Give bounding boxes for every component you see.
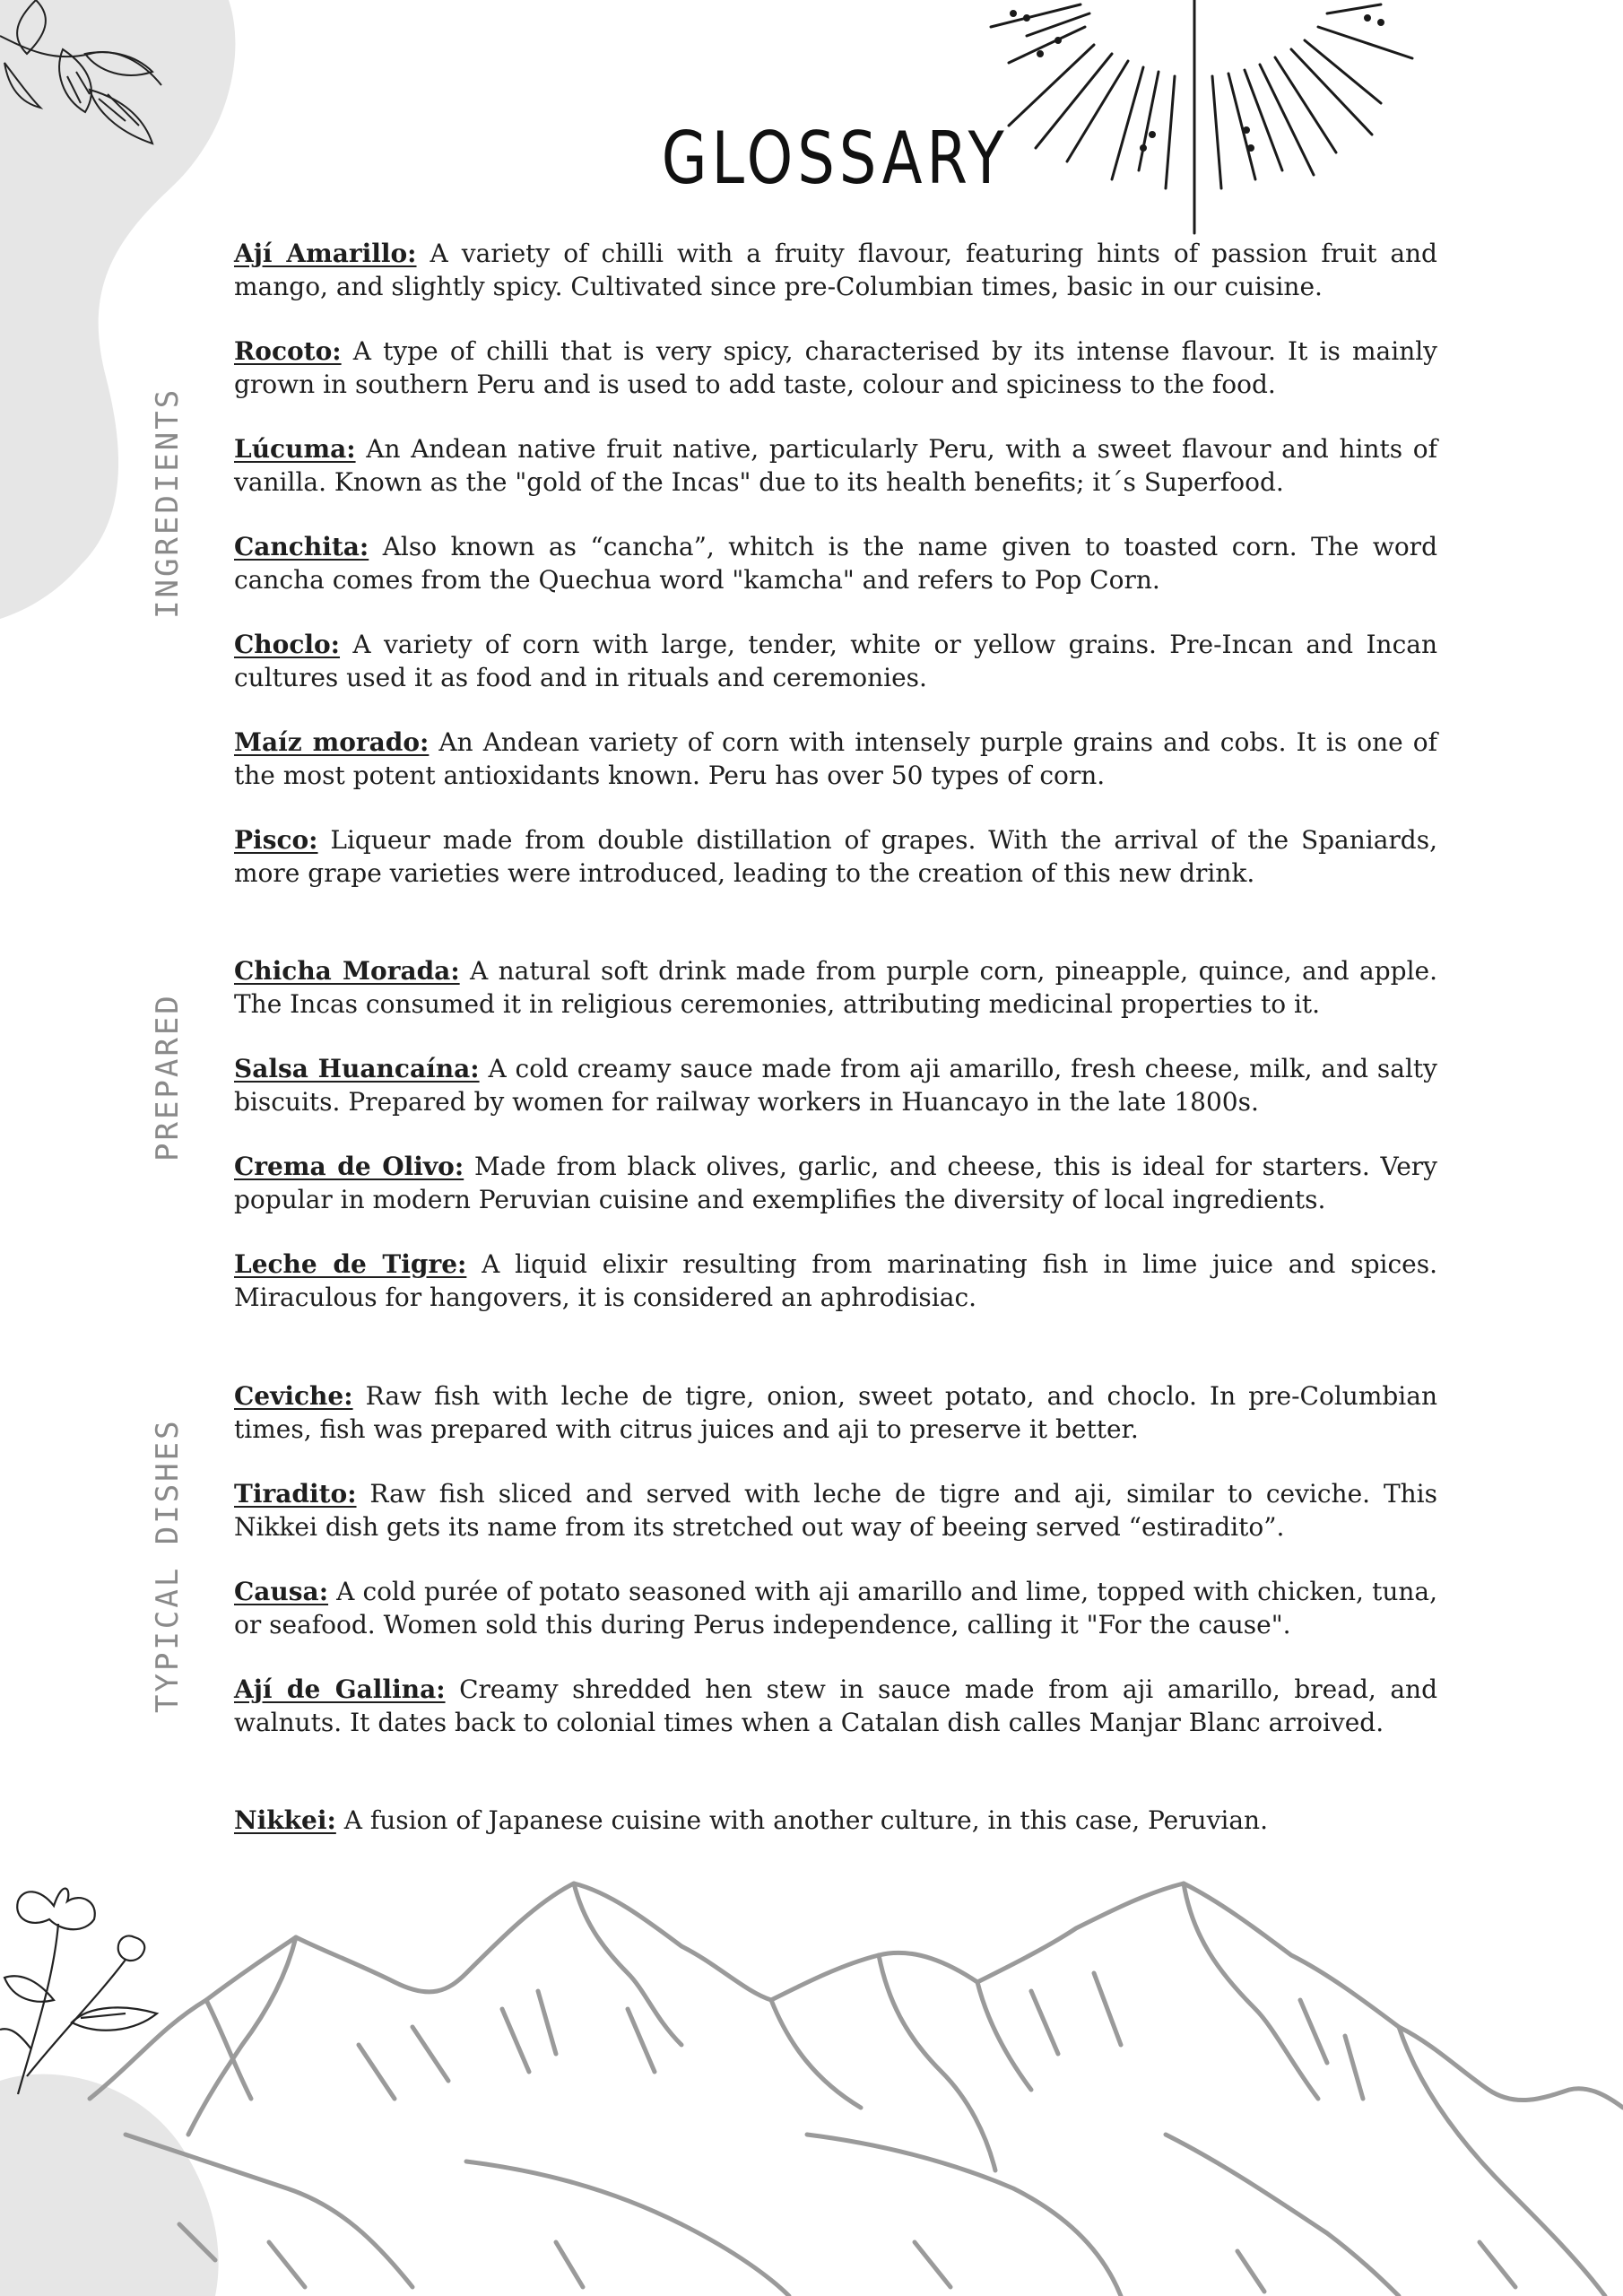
glossary-definition: Also known as “cancha”, whitch is the name given to toasted corn. The word cancha comes from the Quechua word "kamcha" and refers to Pop Corn. [234,532,1437,595]
glossary-definition: Made from black olives, garlic, and cheese, this is ideal for starters. Very popular in modern Peruvian cuisine and exemplifies the diversity of local ingredients. [234,1152,1437,1214]
glossary-entry [234,823,1437,890]
section-label-prepared: PREPARED [150,993,186,1161]
glossary-definition: A natural soft drink made from purple corn, pineapple, quince, and apple. The Incas consumed it in religious ceremonies, attributing medicinal properties to it. [234,956,1437,1019]
glossary-definition: A variety of chilli with a fruity flavour, featuring hints of passion fruit and mango, and slightly spicy. Cultivated since pre-Columbian times, basic in our cuisine. [234,239,1437,301]
glossary-entry [234,530,1437,596]
glossary-entry [234,1804,1437,1837]
glossary-term: Ají Amarillo: [234,239,417,268]
glossary-definition: A variety of corn with large, tender, white or yellow grains. Pre-Incan and Incan cultures used it as food and in rituals and ceremonies. [234,630,1437,692]
glossary-term: Salsa Huancaína: [234,1054,480,1083]
glossary-definition: A fusion of Japanese cuisine with another culture, in this case, Peruvian. [335,1805,1268,1835]
glossary-definition: An Andean variety of corn with intensely purple grains and cobs. It is one of the most potent antioxidants known. Peru has over 50 types of corn. [234,727,1437,790]
glossary-entry [234,628,1437,694]
glossary-entry [234,726,1437,792]
sunburst-icon [959,0,1444,251]
glossary-term: Chicha Morada: [234,956,460,986]
section-label-ingredients: INGREDIENTS [150,387,186,619]
flower-line-art-icon [0,0,179,179]
glossary-definition: Liqueur made from double distillation of grapes. With the arrival of the Spaniards, more grape varieties were introduced, leading to the creation of this new drink. [234,825,1437,888]
glossary-entry [234,1673,1437,1739]
glossary-entry [234,432,1437,499]
section-label-typical-dishes: TYPICAL DISHES [150,1418,186,1713]
glossary-definition: A liquid elixir resulting from marinating fish in lime juice and spices. Miraculous for hangovers, it is considered an aphrodisiac. [234,1249,1437,1312]
glossary-entry [234,1150,1437,1216]
glossary-term: Ceviche: [234,1381,353,1411]
glossary-term: Canchita: [234,532,369,561]
glossary-entry [234,1052,1437,1118]
glossary-definition: Raw fish sliced and served with leche de tigre and aji, similar to ceviche. This Nikkei dish gets its name from its stretched out way of beeing served “estiradito”. [234,1479,1437,1542]
glossary-entry [234,954,1437,1021]
mountains-illustration [0,1866,1623,2296]
glossary-term: Rocoto: [234,336,342,366]
glossary-entry [234,1379,1437,1446]
glossary-definition: An Andean native fruit native, particularly Peru, with a sweet flavour and hints of vanilla. Known as the "gold of the Incas" due to its health benefits; it´s Superfood. [234,434,1437,497]
glossary-term: Choclo: [234,630,341,659]
glossary-entry [234,1248,1437,1314]
glossary-definition: A type of chilli that is very spicy, characterised by its intense flavour. It is mainly grown in southern Peru and is used to add taste, colour and spiciness to the food. [234,336,1437,399]
glossary-term: Pisco: [234,825,318,855]
glossary-definition: Raw fish with leche de tigre, onion, sweet potato, and choclo. In pre-Columbian times, fish was prepared with citrus juices and aji to preserve it better. [234,1381,1437,1444]
glossary-entry [234,335,1437,401]
glossary-entry [234,237,1437,303]
glossary-term: Lúcuma: [234,434,356,464]
glossary-term: Leche de Tigre: [234,1249,467,1279]
glossary-definition: Creamy shredded hen stew in sauce made from aji amarillo, bread, and walnuts. It dates back to colonial times when a Catalan dish calles Manjar Blanc arroived. [234,1674,1437,1737]
glossary-term: Causa: [234,1577,329,1606]
glossary-definition: A cold purée of potato seasoned with aji amarillo and lime, topped with chicken, tuna, or seafood. Women sold this during Perus independence, calling it "For the cause". [234,1577,1437,1639]
glossary-term: Tiradito: [234,1479,357,1509]
glossary-term: Ají de Gallina: [234,1674,446,1704]
glossary-entry [234,1477,1437,1544]
glossary-entry [234,1575,1437,1641]
glossary-term: Maíz morado: [234,727,430,757]
glossary-term: Nikkei: [234,1805,336,1835]
glossary-definition: A cold creamy sauce made from aji amarillo, fresh cheese, milk, and salty biscuits. Prepared by women for railway workers in Huancayo in the late 1800s. [234,1054,1437,1117]
glossary-term: Crema de Olivo: [234,1152,464,1181]
page-title: GLOSSARY [661,117,1009,200]
